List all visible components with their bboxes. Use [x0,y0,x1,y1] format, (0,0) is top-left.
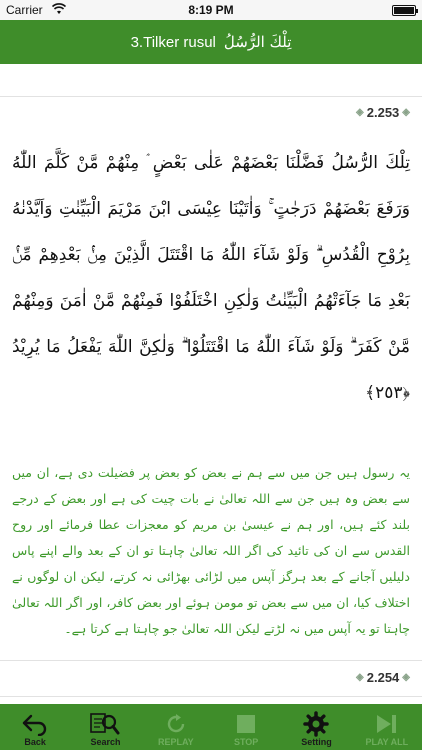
carrier-label: Carrier [6,3,43,17]
stop-icon [234,712,258,736]
divider [0,660,422,661]
stop-label: STOP [233,737,259,747]
page-title-latin: 3.Tilker rusul [130,33,216,51]
play-all-icon [375,714,399,734]
verse-number-badge-next [356,670,410,685]
page-title-arabic: تِلْكَ الرُّسُلُ [223,33,292,51]
status-time: 8:19 PM [188,3,234,17]
verse-number: 2.254 [366,670,400,685]
replay-icon [164,712,188,736]
verse-number-badge [356,105,410,120]
status-bar [0,0,422,20]
play-all-button[interactable] [352,704,422,750]
setting-label: Setting [301,737,332,747]
setting-button[interactable] [281,704,351,750]
back-arrow-icon [22,712,48,736]
ornament-icon: ◈ [356,672,364,683]
ornament-icon: ◈ [402,672,410,683]
search-label: Search [90,737,121,747]
play-all-label: PLAY ALL [365,737,409,747]
ornament-icon: ◈ [356,107,364,118]
back-button[interactable] [0,704,70,750]
divider [0,696,422,697]
divider [0,96,422,97]
replay-button[interactable] [141,704,211,750]
back-label: Back [24,737,46,747]
verse-number: 2.253 [366,105,400,120]
nav-bar [0,20,422,64]
verse-scroll-view[interactable] [0,64,422,704]
replay-label: REPLAY [157,737,194,747]
search-icon [90,711,120,737]
search-button[interactable] [70,704,140,750]
gear-icon [303,711,329,737]
battery-icon [392,5,416,16]
ornament-icon: ◈ [402,107,410,118]
arabic-verse-text: تِلْكَ الرُّسُلُ فَضَّلْنَا بَعْضَهُمْ عَلٰى بَعْضٍ ۘ مِنْهُمْ مَّنْ كَلَّمَ اللّٰهُ وَرَفَعَ بَعْضَهُمْ دَرَجٰتٍ ۚ وَاٰتَيْنَا عِيْسَى ابْنَ مَرْيَمَ الْبَيِّنٰتِ وَاَيَّدْنٰهُ بِرُوْحِ الْقُدُسِ ۗ وَلَوْ شَآءَ اللّٰهُ مَا اقْتَتَلَ الَّذِيْنَ مِنْۢ بَعْدِهِمْ مِّنْۢ بَعْدِ مَا جَآءَتْهُمُ الْبَيِّنٰتُ وَلٰكِنِ اخْتَلَفُوْا فَمِنْهُمْ مَّنْ اٰمَنَ وَمِنْهُمْ مَّنْ كَفَرَ ۗ وَلَوْ شَآءَ اللّٰهُ مَا اقْتَتَلُوْا ۗ وَلٰكِنَّ اللّٰهَ يَفْعَلُ مَا يُرِيْدُ ﴿٢٥٣﴾ [12,153,410,403]
stop-button[interactable] [211,704,281,750]
urdu-translation-text: یہ رسول ہیں جن میں سے ہم نے بعض کو بعض پر فضیلت دی ہے، ان میں سے بعض وہ ہیں جن سے اللہ تعالیٰ نے بات چیت کی ہے اور بعض کے درجے بلند کئے ہیں، اور ہم نے عیسیٰ بن مریم کو معجزات عطا فرمائے اور روح القدس سے ان کی تائید کی اگر اللہ تعالیٰ چاہتا تو ان کے بعد والے اپنے پاس دلیلیں آجانے کے بعد ہرگز آپس میں لڑائی بھڑائی نہ کرتے، لیکن ان لوگوں نے اختلاف کیا، ان میں سے بعض تو مومن ہوئے اور بعض کافر، اور اگر اللہ تعالیٰ چاہتا تو یہ آپس میں نہ لڑتے لیکن اللہ تعالیٰ جو چاہتا ہے کرتا ہے۔ [12,465,410,636]
bottom-toolbar [0,704,422,750]
page-title [131,33,292,51]
